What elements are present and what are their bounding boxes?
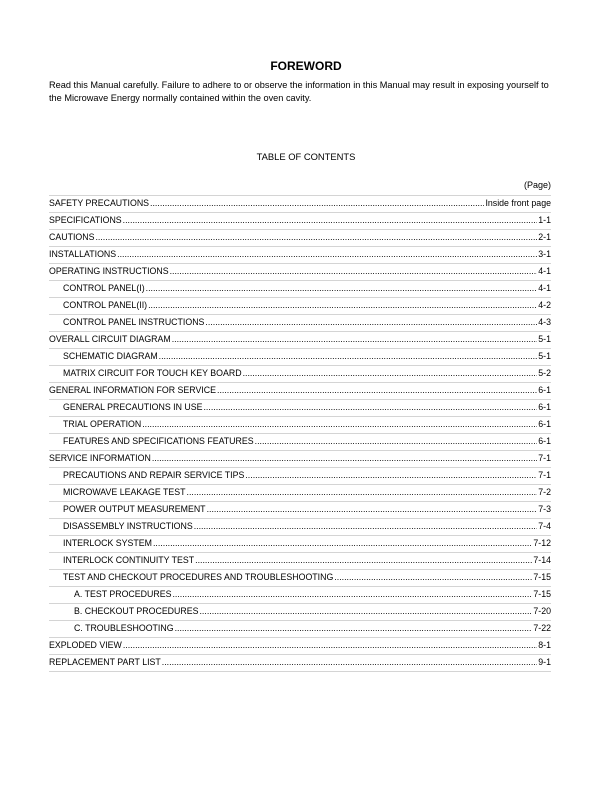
toc-entry-page: 6-1 <box>538 385 551 395</box>
dot-leader <box>142 416 537 433</box>
toc-entry-page: 7-22 <box>533 623 551 633</box>
toc-entry[interactable] <box>49 620 551 637</box>
toc-entry-page: 7-20 <box>533 606 551 616</box>
toc-row-divider <box>49 654 551 655</box>
toc-entry-page: 5-1 <box>538 351 551 361</box>
toc-entry-page: 7-1 <box>538 453 551 463</box>
toc-row-divider <box>49 246 551 247</box>
toc-row-divider <box>49 569 551 570</box>
toc-row-divider <box>49 450 551 451</box>
toc-entry-page: 6-1 <box>538 402 551 412</box>
toc-entry-label: CONTROL PANEL(II) <box>63 300 148 310</box>
toc-entry-page: 6-1 <box>538 419 551 429</box>
toc-row-divider <box>49 263 551 264</box>
toc-entry-page: 7-1 <box>538 470 551 480</box>
toc-entry-label: GENERAL INFORMATION FOR SERVICE <box>49 385 216 395</box>
dot-leader <box>175 620 533 637</box>
toc-entry-page: 4-2 <box>538 300 551 310</box>
toc-entry-page: 8-1 <box>538 640 551 650</box>
toc-entry-page: 7-15 <box>533 572 551 582</box>
toc-entry-label: B. CHECKOUT PROCEDURES <box>74 606 199 616</box>
toc-entry-page: 1-1 <box>538 215 551 225</box>
dot-leader <box>217 382 537 399</box>
toc-row-divider <box>49 229 551 230</box>
toc-row-divider <box>49 637 551 638</box>
dot-leader <box>159 348 538 365</box>
dot-leader <box>153 535 532 552</box>
toc-entry[interactable] <box>49 297 551 314</box>
toc-entry-page: 2-1 <box>538 232 551 242</box>
dot-leader <box>243 365 538 382</box>
toc-entry[interactable] <box>49 229 551 246</box>
toc-entry[interactable] <box>49 654 551 671</box>
toc-entry-page: 7-4 <box>538 521 551 531</box>
toc-entry-label: EXPLODED VIEW <box>49 640 122 650</box>
dot-leader <box>95 229 537 246</box>
dot-leader <box>195 552 532 569</box>
toc-entry-label: DISASSEMBLY INSTRUCTIONS <box>63 521 193 531</box>
toc-entry[interactable] <box>49 348 551 365</box>
toc-entry-label: CAUTIONS <box>49 232 95 242</box>
toc-entry-label: PRECAUTIONS AND REPAIR SERVICE TIPS <box>63 470 245 480</box>
toc-entry[interactable] <box>49 637 551 654</box>
toc-entry-page: 7-12 <box>533 538 551 548</box>
page-column-label: (Page) <box>523 180 551 190</box>
toc-row-divider <box>49 467 551 468</box>
toc-entry-label: SERVICE INFORMATION <box>49 453 151 463</box>
toc-entry-page: 5-1 <box>538 334 551 344</box>
toc-row-divider <box>49 484 551 485</box>
dot-leader <box>170 263 538 280</box>
toc-entry-label: CONTROL PANEL(I) <box>63 283 145 293</box>
toc-entry-page: Inside front page <box>485 198 551 208</box>
dot-leader <box>146 280 538 297</box>
dot-leader <box>152 450 537 467</box>
toc-row-divider <box>49 586 551 587</box>
toc-entry-page: 7-14 <box>533 555 551 565</box>
dot-leader <box>245 467 537 484</box>
dot-leader <box>207 501 538 518</box>
toc-row-divider <box>49 535 551 536</box>
toc-entry-label: OPERATING INSTRUCTIONS <box>49 266 169 276</box>
toc-entry[interactable] <box>49 603 551 620</box>
toc-entry-label: INTERLOCK SYSTEM <box>63 538 152 548</box>
dot-leader <box>187 484 538 501</box>
toc-entry[interactable] <box>49 433 551 450</box>
toc-row-divider <box>49 212 551 213</box>
toc-entry[interactable] <box>49 399 551 416</box>
toc-entry-label: MATRIX CIRCUIT FOR TOUCH KEY BOARD <box>63 368 242 378</box>
toc-row-divider <box>49 382 551 383</box>
toc-row-divider <box>49 331 551 332</box>
toc-entry[interactable] <box>49 535 551 552</box>
toc-row-divider <box>49 518 551 519</box>
toc-entry-page: 6-1 <box>538 436 551 446</box>
dot-leader <box>150 195 484 212</box>
toc-row-divider <box>49 501 551 502</box>
toc-row-divider <box>49 280 551 281</box>
toc-entry-label: TRIAL OPERATION <box>63 419 142 429</box>
dot-leader <box>205 314 537 331</box>
toc-entry-page: 5-2 <box>538 368 551 378</box>
toc-entry-label: REPLACEMENT PART LIST <box>49 657 161 667</box>
toc-row-divider <box>49 416 551 417</box>
toc-entry[interactable] <box>49 450 551 467</box>
toc-heading: TABLE OF CONTENTS <box>256 151 356 162</box>
toc-entry[interactable] <box>49 331 551 348</box>
toc-row-divider <box>49 297 551 298</box>
toc-row-divider <box>49 314 551 315</box>
toc-row-divider <box>49 365 551 366</box>
toc-entry-label: GENERAL PRECAUTIONS IN USE <box>63 402 203 412</box>
dot-leader <box>199 603 532 620</box>
dot-leader <box>148 297 537 314</box>
toc-row-divider <box>49 433 551 434</box>
toc-entry[interactable] <box>49 246 551 263</box>
toc-row-divider <box>49 399 551 400</box>
toc-entry-label: INSTALLATIONS <box>49 249 117 259</box>
toc-row-divider <box>49 348 551 349</box>
toc-entry[interactable] <box>49 518 551 535</box>
toc-entry-label: FEATURES AND SPECIFICATIONS FEATURES <box>63 436 254 446</box>
dot-leader <box>194 518 538 535</box>
toc-entry[interactable] <box>49 382 551 399</box>
toc-entry[interactable] <box>49 501 551 518</box>
dot-leader <box>123 212 538 229</box>
dot-leader <box>162 654 537 671</box>
toc-entry-page: 4-3 <box>538 317 551 327</box>
toc-entry-label: SCHEMATIC DIAGRAM <box>63 351 158 361</box>
toc-row-divider <box>49 671 551 672</box>
toc-entry[interactable] <box>49 467 551 484</box>
dot-leader <box>255 433 538 450</box>
toc-entry-page: 7-2 <box>538 487 551 497</box>
toc-entry[interactable] <box>49 365 551 382</box>
toc-entry-label: TEST AND CHECKOUT PROCEDURES AND TROUBLESHOOTING <box>63 572 334 582</box>
toc-entry-page: 4-1 <box>538 266 551 276</box>
toc-entry-label: OVERALL CIRCUIT DIAGRAM <box>49 334 171 344</box>
toc-row-divider <box>49 620 551 621</box>
dot-leader <box>117 246 537 263</box>
foreword-text: Read this Manual carefully. Failure to adhere to or observe the information in this Manual may result in exposing yourself to the Microwave Energy normally contained within the oven cavity. <box>49 80 549 103</box>
toc-entry[interactable] <box>49 552 551 569</box>
toc-entry-page: 7-3 <box>538 504 551 514</box>
toc-entry-label: SPECIFICATIONS <box>49 215 122 225</box>
toc-entry[interactable] <box>49 195 551 212</box>
toc-entry[interactable] <box>49 569 551 586</box>
toc-entry[interactable] <box>49 212 551 229</box>
toc-entry-label: C. TROUBLESHOOTING <box>74 623 174 633</box>
toc-entry[interactable] <box>49 280 551 297</box>
dot-leader <box>172 331 538 348</box>
dot-leader <box>203 399 537 416</box>
toc-entry-label: MICROWAVE LEAKAGE TEST <box>63 487 186 497</box>
toc-entry[interactable] <box>49 586 551 603</box>
toc-entry-page: 7-15 <box>533 589 551 599</box>
toc-row-divider <box>49 603 551 604</box>
dot-leader <box>123 637 537 654</box>
toc-entry-page: 4-1 <box>538 283 551 293</box>
toc-entry-page: 9-1 <box>538 657 551 667</box>
dot-leader <box>172 586 532 603</box>
toc-entry[interactable] <box>49 484 551 501</box>
toc-entry-label: A. TEST PROCEDURES <box>74 589 172 599</box>
toc-entry[interactable] <box>49 416 551 433</box>
page-title: FOREWORD <box>270 59 342 73</box>
toc-entry-label: INTERLOCK CONTINUITY TEST <box>63 555 195 565</box>
toc-entry-label: CONTROL PANEL INSTRUCTIONS <box>63 317 205 327</box>
toc-entry-label: SAFETY PRECAUTIONS <box>49 198 150 208</box>
toc-row-divider <box>49 552 551 553</box>
toc-entry[interactable] <box>49 314 551 331</box>
dot-leader <box>334 569 532 586</box>
toc-entry-page: 3-1 <box>538 249 551 259</box>
toc-entry[interactable] <box>49 263 551 280</box>
toc-entry-label: POWER OUTPUT MEASUREMENT <box>63 504 206 514</box>
